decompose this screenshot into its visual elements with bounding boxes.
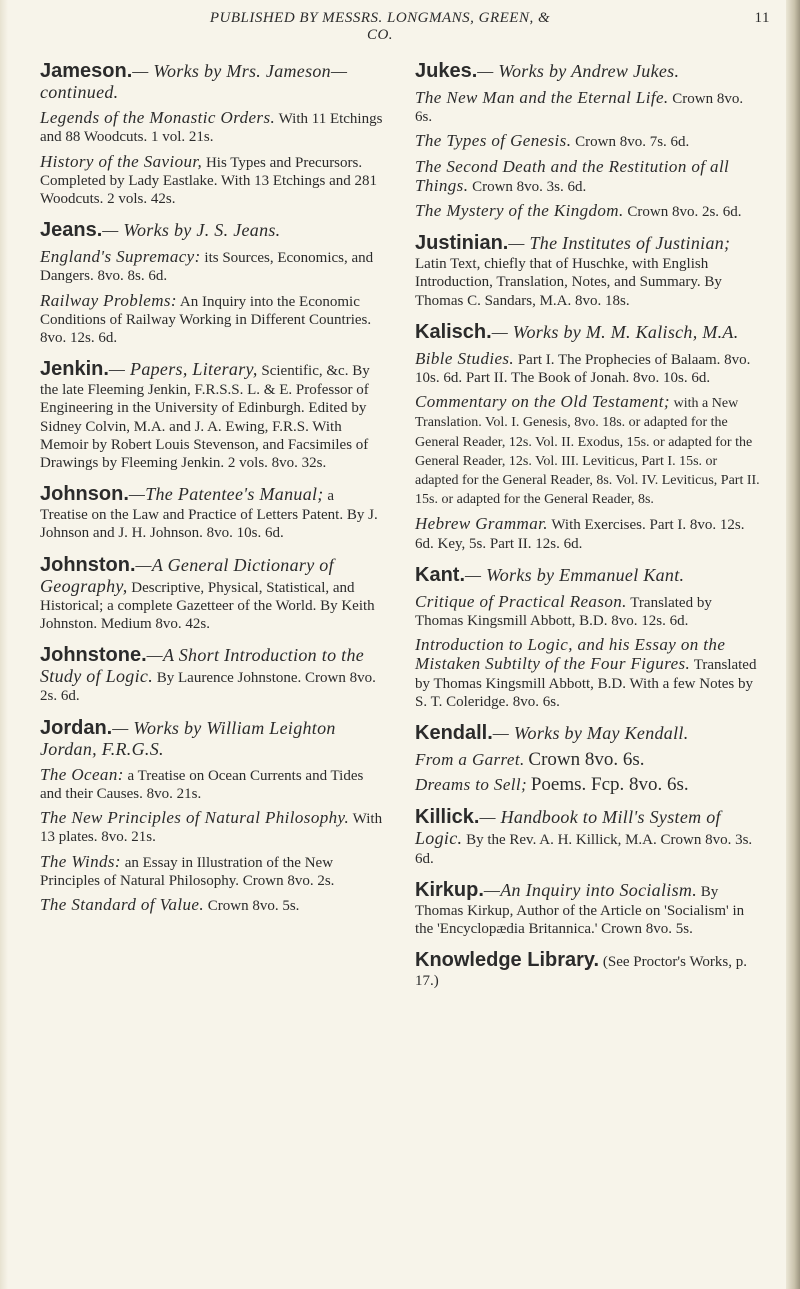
book-listing: [415, 636, 760, 711]
entry-justinian: [415, 232, 760, 310]
publisher-header: PUBLISHED BY MESSRS. LONGMANS, GREEN, & CO.: [209, 10, 551, 43]
entry-heading: — Works by Andrew Jukes.: [477, 61, 680, 81]
entry-johnstone: [40, 644, 385, 705]
author-name: Kant.: [415, 563, 465, 586]
book-description: His Types and Precursors. Completed by Lady Eastlake. With 13 Etchings and 281 Woodcuts. 2 vols. 42s.: [40, 154, 377, 208]
book-listing: [415, 751, 760, 770]
entry-kant: [415, 564, 760, 711]
entry-heading: — Works by M. M. Kalisch, M.A.: [491, 321, 739, 342]
author-name: Kalisch.: [415, 320, 492, 343]
book-title: The Standard of Value.: [40, 895, 204, 915]
book-description: its Sources, Economics, and Dangers. 8vo. 8s. 6d.: [40, 250, 374, 285]
book-description: Crown 8vo. 7s. 6d.: [575, 134, 690, 151]
book-listing: [415, 202, 760, 221]
entry-heading: —A General Dictionary of Geography,: [40, 554, 334, 596]
author-name: Jukes.: [415, 60, 478, 82]
author-name: Jameson.: [40, 60, 133, 82]
book-description: Part I. The Prophecies of Balaam. 8vo. 10s. 6d. Part II. The Book of Jonah. 8vo. 10s. 6d.: [415, 351, 751, 387]
book-description: Crown 8vo. 6s.: [528, 749, 645, 771]
entry-johnston: [40, 554, 385, 634]
book-listing: [40, 853, 385, 890]
author-name: Knowledge Library.: [415, 949, 600, 972]
book-description: With 13 plates. 8vo. 21s.: [40, 811, 383, 846]
book-description: Translated by Thomas Kingsmill Abbott, B.D. With a few Notes by S. T. Coleridge. 8vo. 6s.: [415, 657, 757, 710]
page-gutter-shadow: [0, 0, 8, 1289]
book-title: Critique of Practical Reason.: [415, 591, 627, 611]
book-description: a Treatise on Ocean Currents and Tides and their Causes. 8vo. 21s.: [40, 767, 364, 803]
entry-heading: — Works by May Kendall.: [492, 723, 689, 744]
left-column: [40, 60, 385, 926]
entry-jukes: [415, 60, 760, 221]
book-description: With 11 Etchings and 88 Woodcuts. 1 vol. 21s.: [40, 111, 383, 146]
author-name: Johnstone.: [40, 644, 147, 667]
book-description: With Exercises. Part I. 8vo. 12s. 6d. Key, 5s. Part II. 12s. 6d.: [415, 517, 745, 552]
author-name: Kendall.: [415, 722, 493, 745]
book-title: Commentary on the Old Testament;: [415, 392, 670, 412]
author-name: Killick.: [415, 806, 480, 829]
book-listing: [415, 515, 760, 552]
author-name: Kirkup.: [415, 878, 484, 901]
book-listing: [415, 350, 760, 387]
book-listing: [415, 89, 760, 126]
book-listing: [40, 896, 385, 915]
book-title: The Second Death and the Restitution of all Things.: [415, 156, 730, 195]
entry-description: By Thomas Kirkup, Author of the Article on 'Socialism' in the 'Encyclopædia Britannica.' Crown 8vo. 5s.: [415, 883, 745, 938]
book-description: Crown 8vo. 5s.: [207, 898, 300, 915]
entry-description: Descriptive, Physical, Statistical, and Historical; a complete Gazetteer of the World. By Keith Johnston. Medium 8vo. 42s.: [40, 579, 375, 633]
entry-heading: — Works by Mrs. Jameson—continued.: [40, 61, 348, 102]
book-listing: [40, 248, 385, 285]
book-title: The Ocean:: [40, 764, 124, 784]
entry-jameson: [40, 60, 385, 208]
entry-description: By Laurence Johnstone. Crown 8vo. 2s. 6d.: [40, 670, 376, 705]
entry-jeans: [40, 219, 385, 347]
book-description: Crown 8vo. 3s. 6d.: [472, 178, 587, 195]
book-title: The Winds:: [40, 851, 121, 871]
entry-kirkup: [415, 879, 760, 938]
book-title: Hebrew Grammar.: [415, 514, 548, 534]
entry-description: Scientific, &c. By the late Fleeming Jenkin, F.R.S.S. L. & E. Professor of Engineering in the University of Edinburgh. Edited by Sidney Colvin, M.A. and J. A. Ewing, F.R.S. With Memoir by Robert Louis Stevenson, and Facsimiles of Drawings by Fleeming Jenkin. 2 vols. 8vo. 32s.: [40, 363, 370, 472]
book-listing: [40, 153, 385, 209]
entry-johnson: [40, 483, 385, 542]
entry-kendall: [415, 722, 760, 795]
book-listing: [40, 766, 385, 803]
book-listing: [40, 292, 385, 348]
book-title: England's Supremacy:: [40, 247, 201, 267]
page-number: 11: [754, 10, 770, 26]
entry-heading: —An Inquiry into Socialism.: [483, 879, 697, 900]
entry-heading: — Handbook to Mill's System of Logic.: [415, 807, 721, 849]
book-description: Poems. Fcp. 8vo. 6s.: [530, 774, 689, 796]
entry-kalisch: [415, 321, 760, 553]
entry-heading: — Papers, Literary,: [108, 359, 258, 380]
book-description: with a New Translation. Vol. I. Genesis, 8vo. 18s. or adapted for the General Reader, 12s. Vol. II. Exodus, 15s. or adapted for the General Reader, 12s. Vol. III. Leviticus, Part I. 15s. or adapted for the General Reader, 8s. Vol. IV. Leviticus, Part II. 15s. or adapted for the General Reader, 8s.: [415, 396, 760, 508]
book-description: Translated by Thomas Kingsmill Abbott, B.D. 8vo. 12s. 6d.: [415, 594, 712, 630]
entry-description: Latin Text, chiefly that of Huschke, with English Introduction, Translation, Notes, and Summary. By Thomas C. Sandars, M.A. 8vo. 18s.: [415, 256, 722, 309]
book-title: The Mystery of the Kingdom.: [415, 201, 624, 221]
author-name: Johnston.: [40, 553, 136, 576]
entry-jordan: [40, 717, 385, 916]
book-title: Railway Problems:: [40, 290, 177, 310]
book-listing: [415, 393, 760, 509]
book-title: Introduction to Logic, and his Essay on the Mistaken Subtilty of the Four Figures.: [415, 635, 726, 674]
book-description: Crown 8vo. 2s. 6d.: [627, 204, 742, 221]
entry-heading: — The Institutes of Justinian;: [508, 233, 731, 254]
running-header: [0, 10, 800, 50]
right-column: [415, 60, 760, 1002]
book-title: The New Principles of Natural Philosophy.: [40, 808, 350, 828]
author-name: Jenkin.: [40, 358, 109, 381]
book-title: From a Garret.: [415, 750, 525, 770]
entry-description: By the Rev. A. H. Killick, M.A. Crown 8vo. 3s. 6d.: [415, 832, 753, 867]
author-name: Justinian.: [415, 232, 509, 255]
book-title: Bible Studies.: [415, 348, 515, 368]
entry-heading: — Works by William Leighton Jordan, F.R.G.S.: [40, 717, 336, 759]
entry-description: (See Proctor's Works, p. 17.): [415, 954, 747, 990]
entry-heading: — Works by Emmanuel Kant.: [465, 564, 685, 585]
book-title: Dreams to Sell;: [415, 775, 528, 795]
author-name: Johnson.: [40, 483, 129, 506]
book-description: an Essay in Illustration of the New Principles of Natural Philosophy. Crown 8vo. 2s.: [40, 854, 335, 889]
entry-description: a Treatise on the Law and Practice of Letters Patent. By J. Johnson and J. H. Johnson. 8vo. 10s. 6d.: [40, 488, 378, 542]
entry-knowledge-library: [415, 949, 760, 990]
entry-killick: [415, 806, 760, 867]
book-listing: [415, 132, 760, 151]
book-title: The Types of Genesis.: [415, 131, 572, 151]
entry-jenkin: [40, 358, 385, 472]
book-title: History of the Saviour,: [40, 151, 203, 171]
book-listing: [415, 158, 760, 196]
author-name: Jordan.: [40, 716, 113, 739]
entry-heading: —A Short Introduction to the Study of Logic.: [40, 645, 365, 687]
book-title: Legends of the Monastic Orders.: [40, 108, 276, 128]
book-listing: [415, 593, 760, 630]
author-name: Jeans.: [40, 219, 103, 242]
entry-heading: —The Patentee's Manual;: [128, 484, 324, 505]
book-listing: [40, 109, 385, 146]
book-listing: [40, 809, 385, 846]
book-listing: [415, 776, 760, 795]
book-title: The New Man and the Eternal Life.: [415, 88, 669, 107]
book-description: Crown 8vo. 6s.: [415, 91, 744, 126]
entry-heading: — Works by J. S. Jeans.: [102, 220, 281, 241]
page-binding-edge: [786, 0, 800, 1289]
book-description: An Inquiry into the Economic Conditions of Railway Working in Different Countries. 8vo. 12s. 6d.: [40, 293, 372, 347]
